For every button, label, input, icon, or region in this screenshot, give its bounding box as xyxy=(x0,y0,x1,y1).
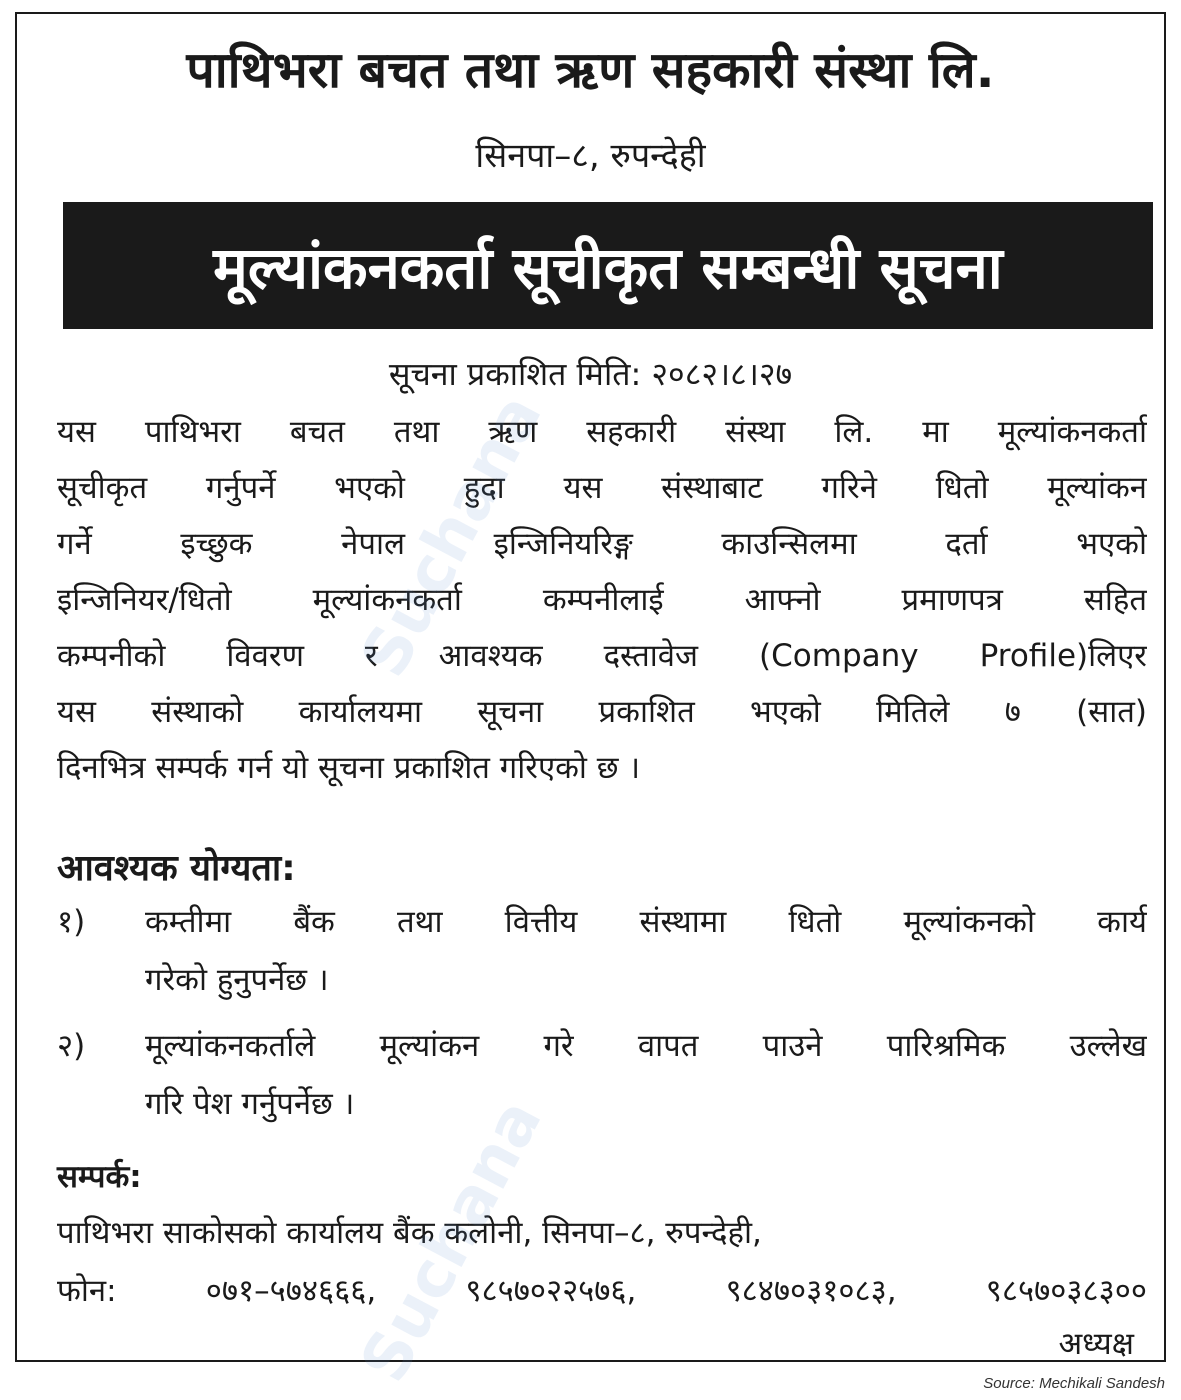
qualification-number: २) xyxy=(57,1028,86,1064)
qualification-text xyxy=(145,1018,1147,1134)
qualifications-heading: आवश्यक योग्यता: xyxy=(57,848,296,889)
organization-name: पाथिभरा बचत तथा ऋण सहकारी संस्था लि. xyxy=(186,41,995,99)
body-line: कम्पनीको विवरण र आवश्यक दस्तावेज (Company Profile)लिएर xyxy=(57,638,1147,674)
qualification-line: कम्तीमा बैंक तथा वित्तीय संस्थामा धितो मूल्यांकनको कार्य xyxy=(145,904,1147,940)
contact-phone: फोन: ०७१–५७४६६६, ९८५७०२२५७६, ९८४७०३१०८३, ९८५७०३८३०० xyxy=(57,1273,1147,1309)
body-line: दिनभित्र सम्पर्क गर्न यो सूचना प्रकाशित गरिएको छ । xyxy=(57,750,641,786)
notice-title: मूल्यांकनकर्ता सूचीकृत सम्बन्धी सूचना xyxy=(213,234,1003,302)
signatory: अध्यक्ष xyxy=(1058,1326,1134,1362)
notice-title-banner xyxy=(63,202,1153,329)
watermark: Suchana xyxy=(347,1087,557,1394)
body-line: सूचीकृत गर्नुपर्ने भएको हुदा यस संस्थाबाट गरिने धितो मूल्यांकन xyxy=(57,470,1147,506)
notice-body xyxy=(57,404,1147,796)
source-credit: Source: Mechikali Sandesh xyxy=(983,1375,1165,1392)
body-line: यस संस्थाको कार्यालयमा सूचना प्रकाशित भएको मितिले ७ (सात) xyxy=(57,694,1147,730)
qualification-line: मूल्यांकनकर्ताले मूल्यांकन गरे वापत पाउने पारिश्रमिक उल्लेख xyxy=(145,1028,1147,1064)
body-line: गर्ने इच्छुक नेपाल इन्जिनियरिङ्ग काउन्सिलमा दर्ता भएको xyxy=(57,526,1147,562)
watermark: Suchana xyxy=(347,382,557,689)
organization-address: सिनपा–८, रुपन्देही xyxy=(475,136,706,176)
qualification-line: गरि पेश गर्नुपर्नेछ । xyxy=(145,1086,355,1122)
publication-date: सूचना प्रकाशित मिति: २०८२।८।२७ xyxy=(388,355,793,393)
qualification-line: गरेको हुनुपर्नेछ । xyxy=(145,962,329,998)
contact-address: पाथिभरा साकोसको कार्यालय बैंक कलोनी, सिनपा–८, रुपन्देही, xyxy=(57,1215,762,1251)
body-line: यस पाथिभरा बचत तथा ऋण सहकारी संस्था लि. मा मूल्यांकनकर्ता xyxy=(57,414,1147,450)
qualification-number: १) xyxy=(57,904,86,940)
qualification-text xyxy=(145,894,1147,1010)
contact-heading: सम्पर्क: xyxy=(57,1159,142,1195)
body-line: इन्जिनियर/धितो मूल्यांकनकर्ता कम्पनीलाई आफ्नो प्रमाणपत्र सहित xyxy=(57,582,1147,618)
